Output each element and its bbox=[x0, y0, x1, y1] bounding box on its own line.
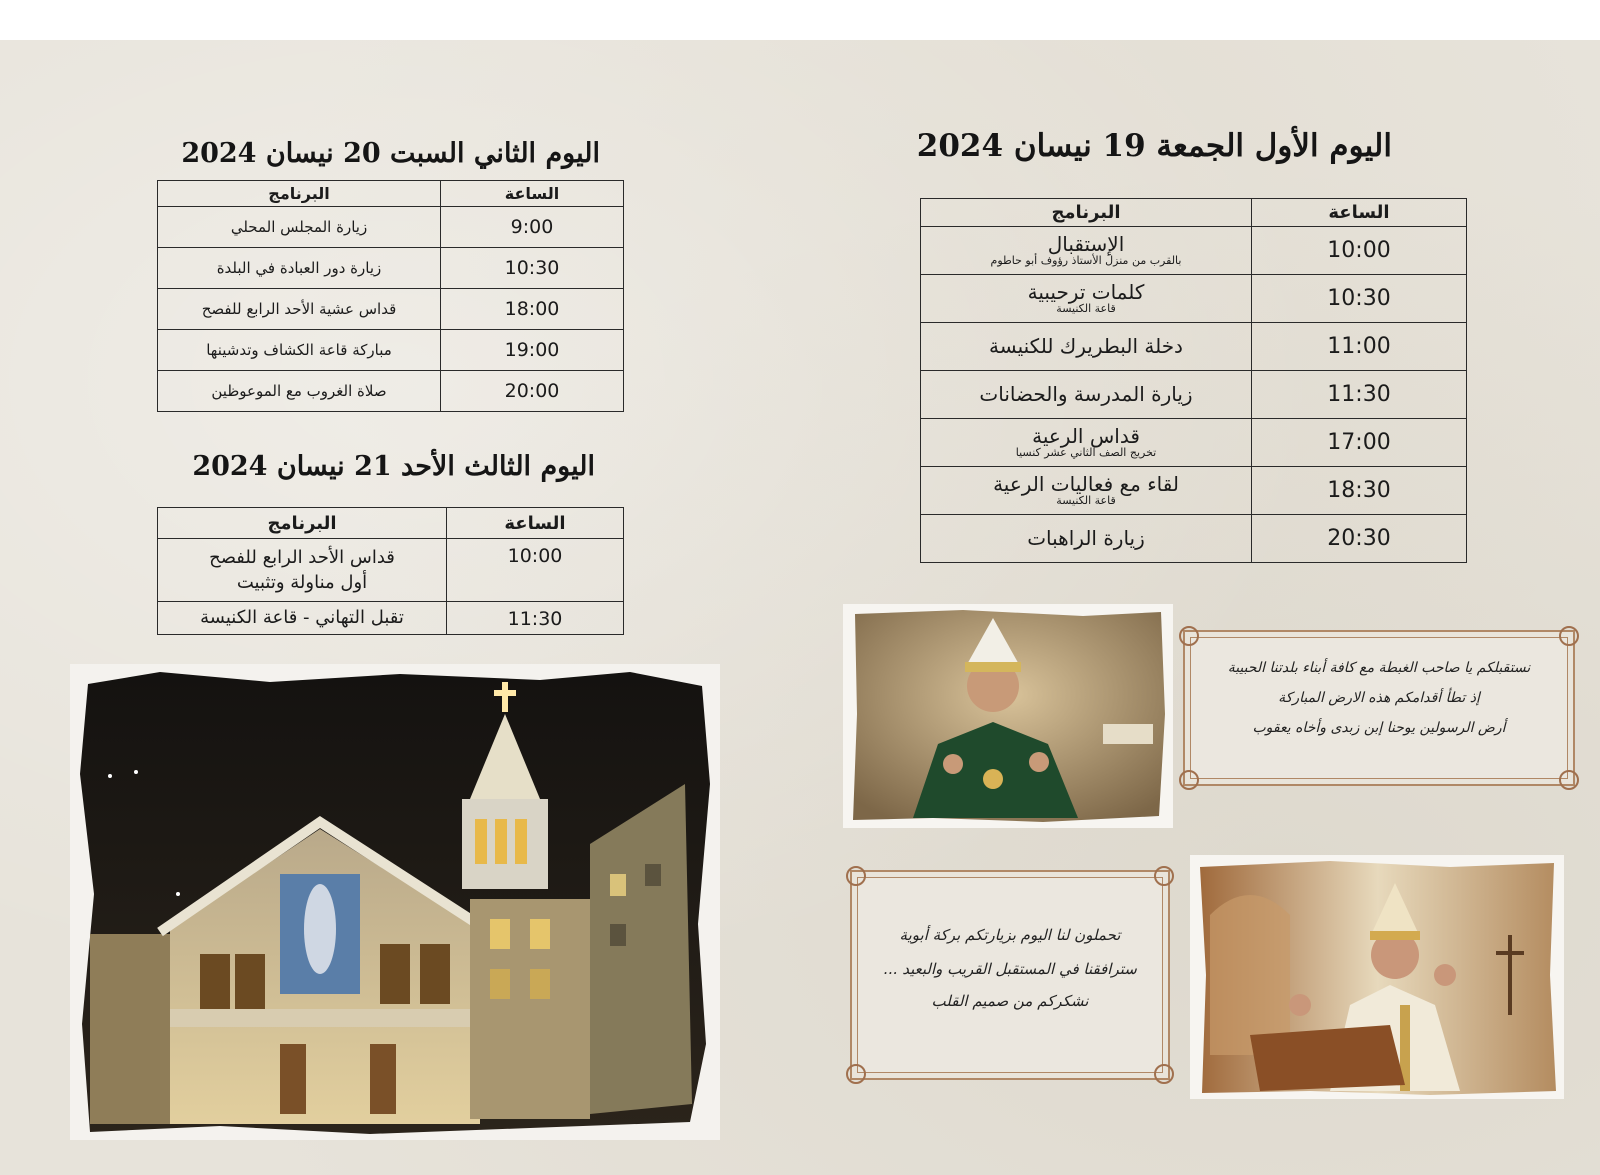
welcome-quote-line3: أرض الرسولين يوحنا إبن زبدى وأخاه يعقوب bbox=[1252, 720, 1506, 736]
welcome-quote-frame bbox=[1183, 630, 1575, 786]
day2-time: 18:00 bbox=[441, 289, 624, 330]
day1-header-program: البرنامج bbox=[921, 199, 1252, 227]
day2-program: قداس عشية الأحد الرابع للفصح bbox=[158, 289, 441, 330]
day2-header-time: الساعة bbox=[441, 181, 624, 207]
day3-program: قداس الأحد الرابع للفصح bbox=[209, 546, 395, 568]
day3-schedule-table bbox=[157, 507, 624, 635]
day1-program-note: تخريج الصف الثاني عشر كنسيا bbox=[1015, 446, 1157, 460]
day2-program: صلاة الغروب مع الموعوظين bbox=[158, 371, 441, 412]
welcome-quote-line2: إذ تطأ أقدامكم هذه الارض المباركة bbox=[1278, 690, 1480, 706]
day1-program-cell bbox=[921, 515, 1252, 563]
day2-program: مباركة قاعة الكشاف وتدشينها bbox=[158, 330, 441, 371]
day1-schedule-table bbox=[920, 198, 1467, 563]
day3-row bbox=[158, 602, 624, 635]
patriarch-photo-top bbox=[843, 604, 1173, 828]
day2-schedule-table bbox=[157, 180, 624, 412]
day3-time: 11:30 bbox=[447, 602, 624, 635]
thanks-quote-line3: نشكركم من صميم القلب bbox=[931, 992, 1089, 1010]
thanks-quote-line1: تحملون لنا اليوم بزيارتكم بركة أبوية bbox=[899, 926, 1121, 944]
day1-time: 11:00 bbox=[1252, 323, 1467, 371]
day1-time: 18:30 bbox=[1252, 467, 1467, 515]
day1-row bbox=[921, 227, 1467, 275]
day1-row bbox=[921, 419, 1467, 467]
day2-row bbox=[158, 248, 624, 289]
day1-time: 10:00 bbox=[1252, 227, 1467, 275]
day2-time: 19:00 bbox=[441, 330, 624, 371]
church-photo bbox=[70, 664, 720, 1140]
day3-time: 10:00 bbox=[447, 539, 624, 602]
day1-program-cell bbox=[921, 227, 1252, 275]
day1-row bbox=[921, 467, 1467, 515]
day1-program: الإستقبال bbox=[1047, 232, 1125, 257]
day1-program: لقاء مع فعاليات الرعية bbox=[993, 472, 1179, 497]
thanks-quote-line2: سترافقنا في المستقبل القريب والبعيد ... bbox=[883, 960, 1137, 978]
day1-program-cell bbox=[921, 371, 1252, 419]
day2-row bbox=[158, 330, 624, 371]
day1-row bbox=[921, 323, 1467, 371]
day1-program-cell bbox=[921, 419, 1252, 467]
day1-row bbox=[921, 515, 1467, 563]
day1-program: زيارة المدرسة والحضانات bbox=[979, 382, 1193, 406]
day1-title: اليوم الأول الجمعة 19 نيسان 2024 bbox=[916, 128, 1392, 164]
day2-program: زيارة المجلس المحلي bbox=[158, 207, 441, 248]
day1-program-note: قاعة الكنيسة bbox=[1056, 494, 1116, 508]
day1-program: كلمات ترحيبية bbox=[1027, 280, 1145, 305]
day2-time: 20:00 bbox=[441, 371, 624, 412]
day1-program-cell bbox=[921, 323, 1252, 371]
day3-header-time: الساعة bbox=[447, 508, 624, 539]
day1-program-note: قاعة الكنيسة bbox=[1056, 302, 1116, 316]
day2-header-program: البرنامج bbox=[158, 181, 441, 207]
thanks-quote-frame bbox=[850, 870, 1170, 1080]
day2-row bbox=[158, 371, 624, 412]
day1-time: 10:30 bbox=[1252, 275, 1467, 323]
day3-program-line2: أول مناولة وتثبيت bbox=[236, 572, 368, 593]
patriarch-photo-bottom bbox=[1190, 855, 1564, 1099]
day2-row bbox=[158, 207, 624, 248]
day1-header-time: الساعة bbox=[1252, 199, 1467, 227]
day1-program: قداس الرعية bbox=[1032, 424, 1140, 449]
day2-time: 10:30 bbox=[441, 248, 624, 289]
day2-title: اليوم الثاني السبت 20 نيسان 2024 bbox=[181, 138, 600, 169]
day1-time: 17:00 bbox=[1252, 419, 1467, 467]
day3-header-program: البرنامج bbox=[158, 508, 447, 539]
day1-program-cell bbox=[921, 275, 1252, 323]
day2-row bbox=[158, 289, 624, 330]
day3-row bbox=[158, 539, 624, 602]
day3-title: اليوم الثالث الأحد 21 نيسان 2024 bbox=[192, 451, 595, 482]
day1-program-note: بالقرب من منزل الأستاذ رؤوف أبو حاطوم bbox=[990, 254, 1182, 268]
day2-program: زيارة دور العبادة في البلدة bbox=[158, 248, 441, 289]
day1-row bbox=[921, 275, 1467, 323]
day1-program: زيارة الراهبات bbox=[1027, 526, 1145, 550]
day1-program: دخلة البطريرك للكنيسة bbox=[989, 334, 1183, 358]
day1-row bbox=[921, 371, 1467, 419]
day3-program-cell bbox=[158, 539, 447, 602]
day3-program: تقبل التهاني - قاعة الكنيسة bbox=[200, 607, 404, 629]
day2-time: 9:00 bbox=[441, 207, 624, 248]
day3-program-cell bbox=[158, 602, 447, 635]
day1-time: 11:30 bbox=[1252, 371, 1467, 419]
day1-program-cell bbox=[921, 467, 1252, 515]
welcome-quote-line1: نستقبلكم يا صاحب الغبطة مع كافة أبناء بلدتنا الحبيبة bbox=[1227, 660, 1531, 676]
day1-time: 20:30 bbox=[1252, 515, 1467, 563]
